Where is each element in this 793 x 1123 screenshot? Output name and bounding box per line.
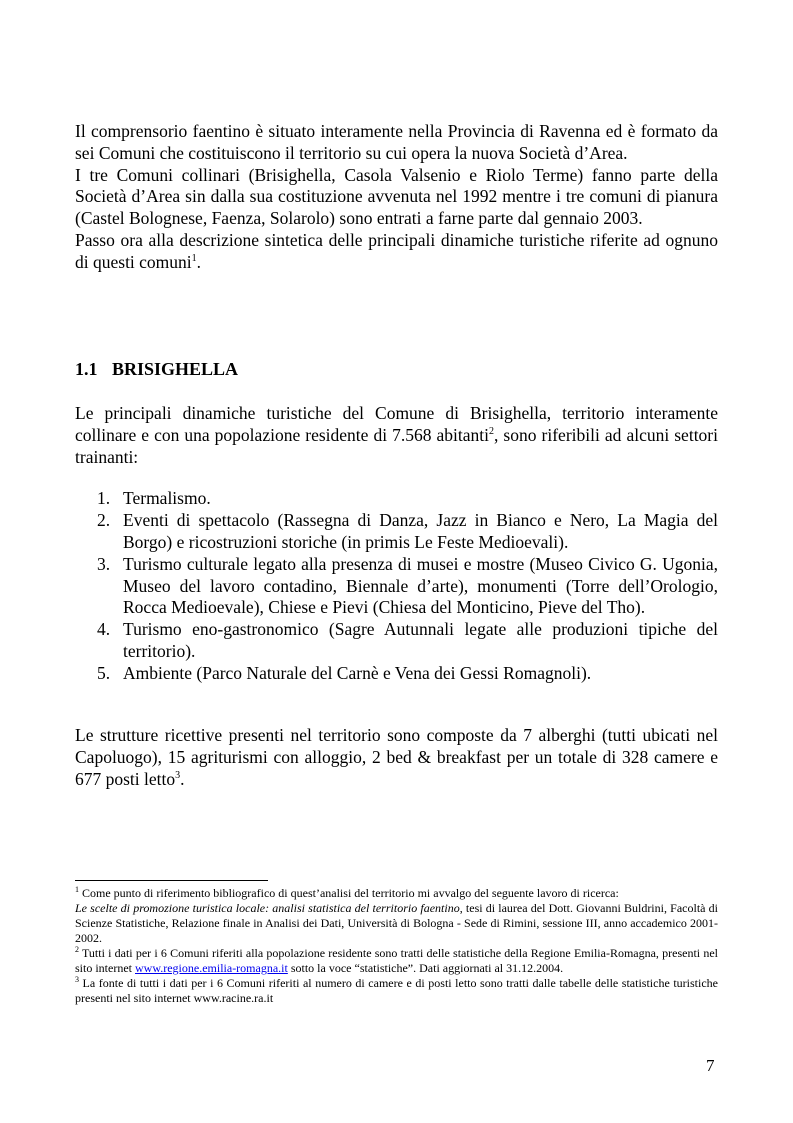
- footnote-ref-3[interactable]: 3: [175, 769, 181, 781]
- footnotes: [75, 886, 718, 1006]
- list-item-text: Ambiente (Parco Naturale del Carnè e Vena dei Gessi Romagnoli).: [123, 662, 592, 683]
- closing-text: Le strutture ricettive presenti nel territorio sono composte da 7 alberghi (tutti ubicati nel Capoluogo), 15 agriturismi con alloggio, 2 bed & breakfast per un totale di 328 camere e 677 posti letto: [75, 725, 718, 789]
- list-item-number: 5.: [97, 662, 111, 683]
- footnote-3-text: La fonte di tutti i dati per i 6 Comuni riferiti al numero di camere e di posti letto sono tratti dalle tabelle delle statistiche turistiche presenti nel sito internet www.racine.ra.it: [75, 976, 718, 1005]
- list-item-text: Turismo culturale legato alla presenza di musei e mostre (Museo Civico G. Ugonia, Museo del lavoro contadino, Biennale d’arte), monumenti (Torre dell’Orologio, Rocca Medioevale), Chiese e Pievi (Chiesa del Monticino, Pieve del Tho).: [123, 553, 718, 618]
- document-page: [75, 121, 718, 789]
- footnote-ref-2[interactable]: 2: [489, 425, 495, 437]
- list-item-number: 2.: [97, 510, 111, 531]
- footnote-1-text: Come punto di riferimento bibliografico di quest’analisi del territorio mi avvalgo del seguente lavoro di ricerca:: [79, 886, 619, 900]
- footnote-1: [75, 886, 718, 946]
- lead-text: Le principali dinamiche turistiche del Comune di Brisighella, territorio interamente collinare e con una popolazione residente di 7.568 abitanti: [75, 403, 718, 445]
- footnote-2-mark: 2: [75, 945, 79, 954]
- section-number: 1.1: [75, 359, 98, 379]
- intro-paragraph-3-end: .: [196, 251, 202, 272]
- closing-paragraph: [75, 725, 718, 790]
- list-item-text: Eventi di spettacolo (Rassegna di Danza, Jazz in Bianco e Nero, La Magia del Borgo) e ricostruzioni storiche (in primis Le Feste Medioevali).: [123, 510, 718, 552]
- sectors-list: [75, 488, 718, 684]
- footnote-divider: [75, 880, 268, 881]
- footnote-2-text: Tutti i dati per i 6 Comuni riferiti alla popolazione residente sono tratti delle statistiche della Regione Emilia-Romagna, presenti nel sito internet: [75, 946, 718, 975]
- lead-end: , sono riferibili ad alcuni settori trainanti:: [75, 424, 718, 467]
- intro-paragraph-2: I tre Comuni collinari (Brisighella, Casola Valsenio e Riolo Terme) fanno parte della Società d’Area sin dalla sua costituzione avvenuta nel 1992 mentre i tre comuni di pianura (Castel Bolognese, Faenza, Solarolo) sono entrati a farne parte dal gennaio 2003.: [75, 164, 718, 229]
- lead-paragraph: [75, 403, 718, 468]
- closing-section: [75, 725, 718, 790]
- list-item-number: 4.: [97, 619, 111, 640]
- list-item: [75, 510, 718, 554]
- page-number: 7: [706, 1056, 715, 1075]
- intro-paragraph-3-text: Passo ora alla descrizione sintetica delle principali dinamiche turistiche riferite ad ognuno di questi comuni: [75, 229, 718, 272]
- footnote-2-rest: sotto la voce “statistiche”. Dati aggiornati al 31.12.2004.: [287, 961, 564, 975]
- list-item: [75, 488, 718, 510]
- list-item-number: 1.: [97, 488, 111, 509]
- section-title: BRISIGHELLA: [112, 359, 239, 379]
- footnote-2: [75, 946, 718, 976]
- section-heading: [75, 359, 238, 380]
- footnote-1-rest: , tesi di laurea del Dott. Giovanni Buldrini, Facoltà di Scienze Statistiche, Relazione finale in Analisi dei Dati, Università di Bologna - Sede di Rimini, sessione III, anno accademico 2001-2002.: [75, 901, 719, 945]
- list-item-number: 3.: [97, 553, 111, 574]
- footnote-2-link[interactable]: www.regione.emilia-romagna.it: [135, 961, 288, 975]
- list-item: [75, 619, 718, 663]
- footnote-3-mark: 3: [75, 975, 79, 984]
- footnote-ref-1[interactable]: 1: [191, 252, 197, 264]
- list-item: [75, 554, 718, 619]
- footnote-1-title: Le scelte di promozione turistica locale: analisi statistica del territorio faentino: [75, 901, 460, 915]
- intro-paragraph-3: [75, 230, 718, 274]
- intro-section: [75, 121, 718, 274]
- footnote-3: [75, 976, 718, 1006]
- section-body: [75, 403, 718, 685]
- list-item-text: Turismo eno-gastronomico (Sagre Autunnali legate alle produzioni tipiche del territorio).: [123, 619, 718, 661]
- list-item-text: Termalismo.: [123, 488, 211, 509]
- intro-paragraph-1: Il comprensorio faentino è situato interamente nella Provincia di Ravenna ed è formato da sei Comuni che costituiscono il territorio su cui opera la nuova Società d’Area.: [75, 121, 718, 163]
- list-item: [75, 663, 718, 685]
- footnote-1-mark: 1: [75, 885, 79, 894]
- closing-end: .: [180, 768, 185, 789]
